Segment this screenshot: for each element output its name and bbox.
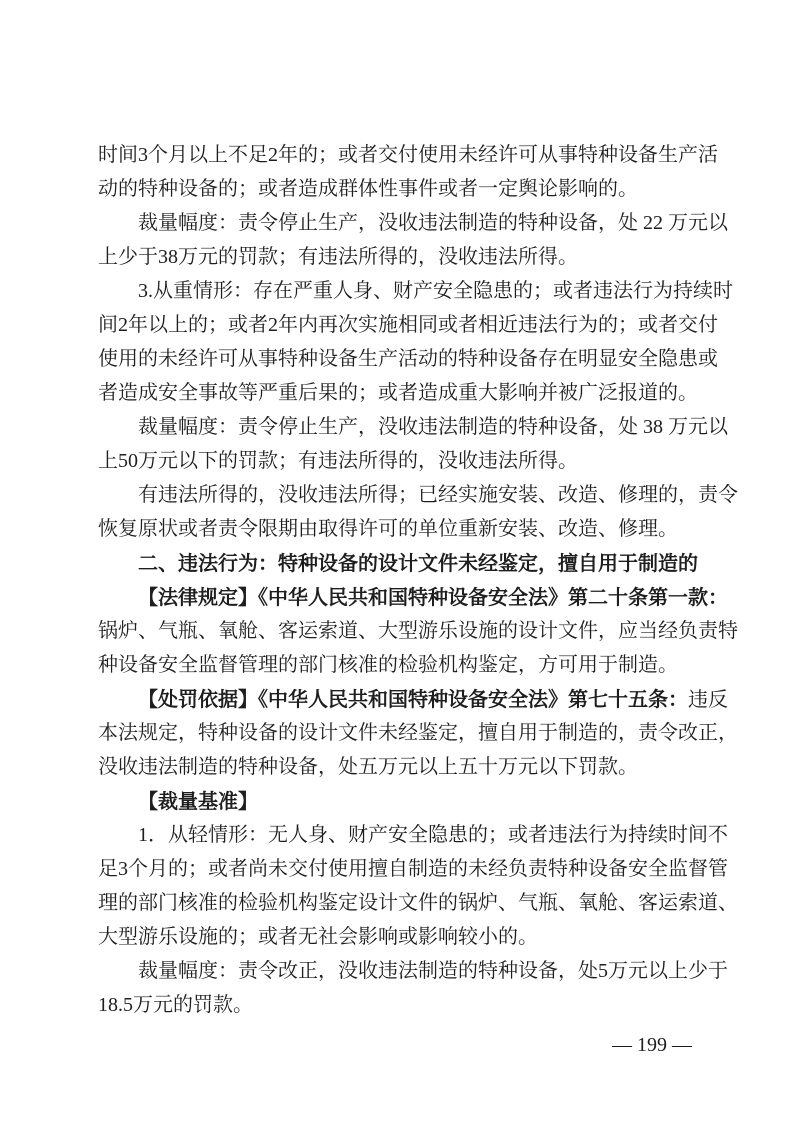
bold-label: 二、违法行为：特种设备的设计文件未经鉴定，擅自用于制造的 — [138, 551, 698, 575]
line-text: 足3个月的；或者尚未交付使用擅自制造的未经负责特种设备安全监督管 — [98, 858, 728, 880]
section-heading — [98, 784, 696, 818]
text-line — [98, 614, 738, 648]
text-line — [98, 172, 696, 206]
line-text: 大型游乐设施的；或者无社会影响或影响较小的。 — [98, 926, 538, 948]
text-line — [98, 410, 728, 444]
page-number: — 199 — — [612, 1034, 692, 1056]
paragraph — [98, 138, 718, 206]
text-line — [98, 138, 718, 172]
text-line — [98, 580, 728, 614]
text-line — [98, 512, 696, 546]
line-text: 者造成安全事故等严重后果的；或者造成重大影响并被广泛报道的。 — [98, 382, 698, 404]
line-text: 裁量幅度：责令停止生产，没收违法制造的特种设备，处 22 万元以 — [138, 212, 728, 234]
text-line — [98, 240, 696, 274]
text-line — [98, 376, 696, 410]
bold-label: 【处罚依据】《中华人民共和国特种设备安全法》第七十五条： — [138, 687, 688, 711]
line-text: 恢复原状或者责令限期由取得许可的单位重新安装、改造、修理。 — [98, 518, 678, 540]
paragraph — [98, 580, 738, 682]
text-line — [98, 342, 718, 376]
bold-label: 【裁量基准】 — [138, 789, 258, 813]
line-text: 裁量幅度：责令改正，没收违法制造的特种设备，处5万元以上少于 — [138, 960, 728, 982]
line-text: 上50万元以下的罚款；有违法所得的，没收违法所得。 — [98, 450, 578, 472]
line-text: 种设备安全监督管理的部门核准的检验机构鉴定，方可用于制造。 — [98, 654, 678, 676]
section-heading — [98, 546, 696, 580]
text-line — [98, 546, 696, 580]
line-text: 违反 — [688, 689, 728, 711]
paragraph — [98, 682, 738, 784]
line-text: 使用的未经许可从事特种设备生产活动的特种设备存在明显安全隐患或 — [98, 348, 718, 370]
text-line — [98, 886, 738, 920]
text-line — [98, 988, 696, 1022]
text-line — [98, 274, 733, 308]
line-text: 动的特种设备的；或者造成群体性事件或者一定舆论影响的。 — [98, 178, 638, 200]
line-text: 锅炉、气瓶、氧舱、客运索道、大型游乐设施的设计文件，应当经负责特 — [98, 620, 738, 642]
line-text: 时间3个月以上不足2年的；或者交付使用未经许可从事特种设备生产活 — [98, 144, 718, 166]
text-line — [98, 308, 718, 342]
line-text: 3.从重情形：存在严重人身、财产安全隐患的；或者违法行为持续时 — [138, 280, 733, 302]
paragraph — [98, 818, 738, 954]
text-line — [98, 206, 728, 240]
line-text: 裁量幅度：责令停止生产，没收违法制造的特种设备，处 38 万元以 — [138, 416, 728, 438]
text-line — [98, 716, 738, 750]
text-line — [98, 784, 696, 818]
text-line — [98, 444, 696, 478]
paragraph — [98, 478, 738, 546]
paragraph — [98, 206, 728, 274]
text-line — [98, 920, 696, 954]
line-text: 理的部门核准的检验机构鉴定设计文件的锅炉、气瓶、氧舱、客运索道、 — [98, 892, 738, 914]
document-body — [98, 138, 738, 1022]
text-line — [98, 818, 728, 852]
text-line — [98, 478, 738, 512]
bold-label: 【法律规定】《中华人民共和国特种设备安全法》第二十条第一款： — [138, 585, 728, 609]
line-text: 间2年以上的；或者2年内再次实施相同或者相近违法行为的；或者交付 — [98, 314, 718, 336]
line-text: 有违法所得的，没收违法所得；已经实施安装、改造、修理的，责令 — [138, 484, 738, 506]
paragraph — [98, 274, 733, 410]
line-text: 18.5万元的罚款。 — [98, 994, 253, 1016]
line-text: 上少于38万元的罚款；有违法所得的，没收违法所得。 — [98, 246, 578, 268]
text-line — [98, 852, 728, 886]
text-line — [98, 682, 728, 716]
line-text: 没收违法制造的特种设备，处五万元以上五十万元以下罚款。 — [98, 756, 638, 778]
paragraph — [98, 954, 728, 1022]
text-line — [98, 954, 728, 988]
line-text: 本法规定，特种设备的设计文件未经鉴定，擅自用于制造的，责令改正， — [98, 722, 738, 744]
text-line — [98, 750, 696, 784]
text-line — [98, 648, 696, 682]
paragraph — [98, 410, 728, 478]
line-text: 1．从轻情形：无人身、财产安全隐患的；或者违法行为持续时间不 — [138, 824, 728, 846]
